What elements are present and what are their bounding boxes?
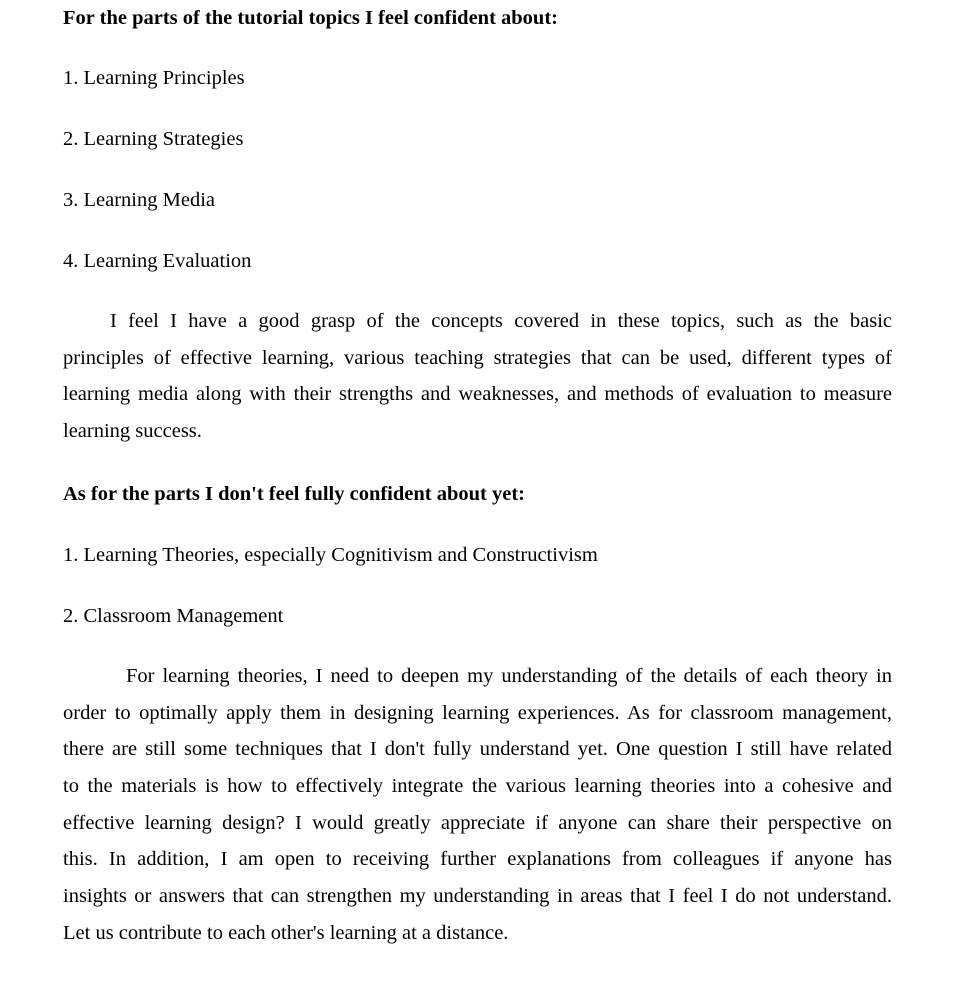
confident-paragraph xyxy=(63,303,892,450)
not-confident-paragraph-line: to the materials is how to effectively integrate the various learning theories into a cohesive and xyxy=(63,775,892,798)
confident-item-4: 4. Learning Evaluation xyxy=(63,250,252,272)
confident-paragraph-line: learning success. xyxy=(63,420,202,443)
not-confident-paragraph-line: insights or answers that can strengthen my understanding in areas that I feel I do not understand. xyxy=(63,885,892,908)
not-confident-item-1: 1. Learning Theories, especially Cognitivism and Constructivism xyxy=(63,544,598,566)
not-confident-heading: As for the parts I don't feel fully confident about yet: xyxy=(63,483,525,505)
not-confident-paragraph-line: Let us contribute to each other's learning at a distance. xyxy=(63,921,509,944)
confident-paragraph-line: I feel I have a good grasp of the concepts covered in these topics, such as the basic xyxy=(110,310,892,332)
not-confident-paragraph-line: this. In addition, I am open to receiving further explanations from colleagues if anyone has xyxy=(63,848,892,871)
not-confident-paragraph-line: For learning theories, I need to deepen my understanding of the details of each theory in xyxy=(126,665,892,687)
confident-item-1: 1. Learning Principles xyxy=(63,67,245,89)
not-confident-paragraph-line: there are still some techniques that I don't fully understand yet. One question I still have related xyxy=(63,738,892,761)
confident-paragraph-line: principles of effective learning, various teaching strategies that can be used, different types of xyxy=(63,346,892,369)
confident-item-2: 2. Learning Strategies xyxy=(63,128,244,150)
confident-paragraph-line: learning media along with their strengths and weaknesses, and methods of evaluation to measure xyxy=(63,383,892,406)
not-confident-paragraph xyxy=(63,658,892,952)
not-confident-item-2: 2. Classroom Management xyxy=(63,605,284,627)
confident-heading: For the parts of the tutorial topics I feel confident about: xyxy=(63,7,558,29)
confident-item-3: 3. Learning Media xyxy=(63,189,215,211)
not-confident-paragraph-line: effective learning design? I would greatly appreciate if anyone can share their perspective on xyxy=(63,811,892,834)
not-confident-paragraph-line: order to optimally apply them in designing learning experiences. As for classroom management, xyxy=(63,701,892,724)
